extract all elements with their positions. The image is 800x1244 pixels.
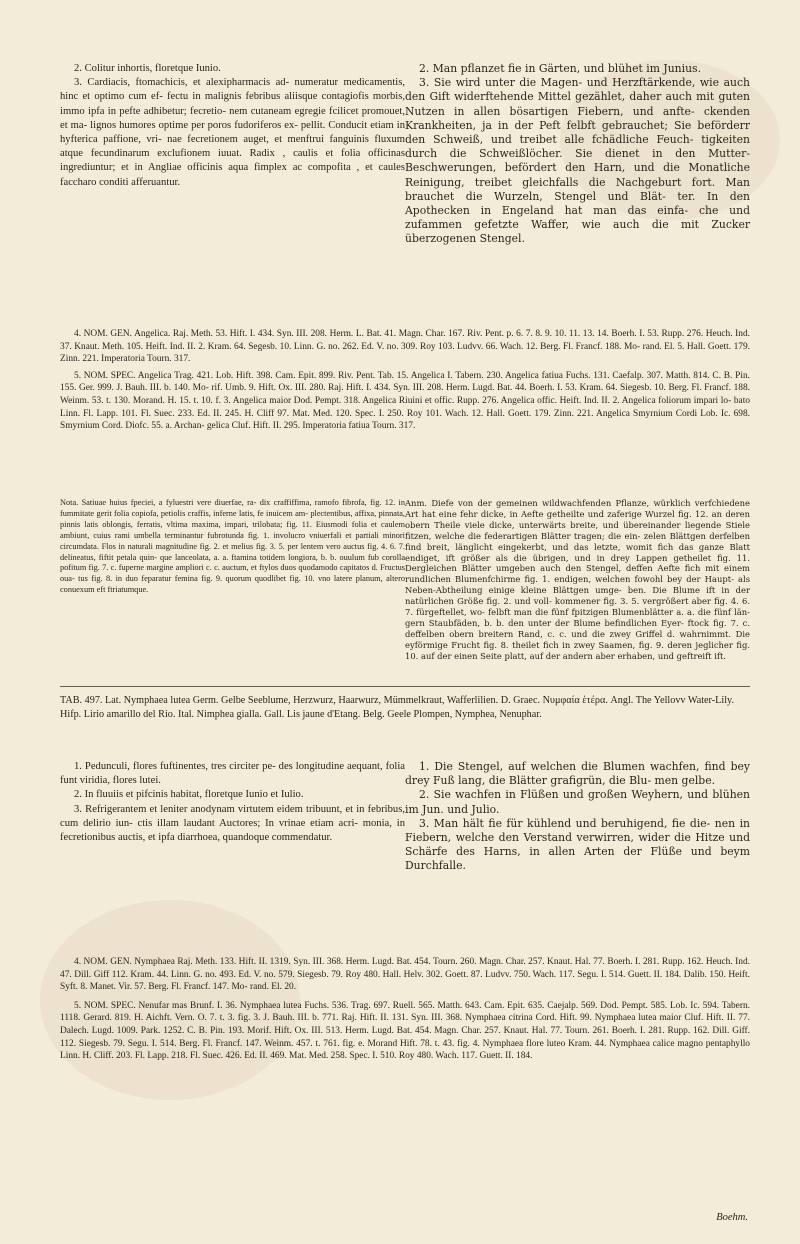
nom-sections-angelica	[60, 328, 750, 433]
latin-note: Nota. Satiuae huius fpeciei, a fyluestri vere diuerfae, ra- dix craffiffima, ramofo fibrofa, fig. 12. in fummitate gerit folia copiofa, petiolis craffis, inferne latis, fe inuicem am- plectentibus, affixa, pinnata, pinnis latis oblongis, ferratis, vltima maxima, impari, trilobata; fig. 11. Eiusmodi folia et caulem ambiunt, cuius rami umbella terminantur fubrotunda fig. 1. involucro vniuerfali et partiali minori circumdata. Flos in naturali magnitudine fig. 2. et melius fig. 3. 5. per lentem vero auctus fig. 4. 6. 7. delineatus, fiftit petala quin- que lanceolata, a. a. ftamina totidem longiora, b. b. ouulum fub corolla pofitum fig. 7. c. fuperne margine ampliori c. c. auctum, et ftylos duos quodamodo capitatos d. Fructus oua- tus fig. 8. in duo feparatur femina fig. 9. quorum quodlibet fig. 10. vno latere planum, altero conuexum eft ftriatumque.	[60, 498, 405, 595]
plant-names: TAB. 497. Lat. Nymphaea lutea Germ. Gelbe Seeblume, Herzwurz, Haarwurz, Mümmelkraut, Wafferlilien. D. Graec. Νυμφαία ἑτέρα. Angl. The Yellovv Water-Lily. Hifp. Lirio amarillo del Rio. Ital. Nimphea gialla. Gall. Lis jaune d'Etang. Belg. Geele Plompen, Nymphea, Nenuphar.	[60, 695, 735, 720]
german-paragraph: 2. Sie wachfen in Flüßen und großen Weyhern, und blühen im Jun. und Julio.	[405, 788, 750, 816]
german-paragraph: 3. Man hält fie für kühlend und beruhigend, fie die- nen in Fiebern, welche den Verstand verwirren, wider die Hitze und Schärfe des Harns, in allen Arten der Flüße und beym Durchfalle.	[405, 816, 750, 873]
latin-paragraph: 2. Colitur inhortis, floretque Iunio.	[74, 63, 221, 74]
section-divider	[60, 686, 750, 687]
latin-paragraph: 1. Pedunculi, flores fuftinentes, tres circiter pe- des longitudine aequant, folia funt viridia, flores lutei.	[60, 761, 405, 787]
nom-spec-paragraph: 5. NOM. SPEC. Nenufar mas Brunf. I. 36. Nymphaea lutea Fuchs. 536. Trag. 697. Ruell. 565. Matth. 643. Cam. Epit. 635. Caejalp. 569. Dod. Pempt. 585. Lob. Ic. 594. Tabern. 1118. Gerard. 819. H. Aichft. Vern. O. 7. t. 3. fig. 3. J. Bauh. III. b. 771. Raj. Hift. II. 131. Syn. III. 368. Nymphaea citrina Cord. Hift. 99. Nymphaea lutea maior Cluf. Hift. II. 77. Dalech. Lugd. 1009. Park. 1252. C. B. Pin. 193. Morif. Hift. Ox. III. 513. Herm. Lugd. Bat. 454. Magn. Char. 257. Knaut. Hal. 77. Tourn. 261. Boerh. I. 281. Rupp. 162. Dill. Giff. 112. Siegesb. 79. Segu. I. 514. Berg. Fl. Francf. 147. Weinm. 457. t. 761. fig. e. Morand Hift. 78. t. 43. fig. 4. Nymphaea flore luteo Kram. 44. Nymphaea calice magno pentaphyllo Linn. H. Cliff. 203. Fl. Lapp. 218. Fl. Suec. 426. Ed. II. 469. Mat. Med. 258. Spec. I. 510. Roy 480. Wach. 117. Guett. II. 184.	[60, 1000, 750, 1062]
nom-gen-paragraph: 4. NOM. GEN. Angelica. Raj. Meth. 53. Hift. I. 434. Syn. III. 208. Herm. L. Bat. 41. Magn. Char. 167. Riv. Pent. p. 6. 7. 8. 9. 10. 11. 13. 14. Boerh. I. 53. Rupp. 276. Heuch. Ind. 37. Knaut. Meth. 105. Heift. Ind. II. 2. Kram. 64. Segesb. 10. Linn. G. no. 262. Ed. V. no. 309. Roy 103. Ludvv. 66. Wach. 12. Berg. Fl. Francf. 188. Mo- rand. El. 5. Hall. Goett. 179. Zinn. 221. Imperatoria Tourn. 317.	[60, 329, 750, 365]
nom-gen-paragraph: 4. NOM. GEN. Nymphaea Raj. Meth. 133. Hift. II. 1319. Syn. III. 368. Herm. Lugd. Bat. 454. Tourn. 260. Magn. Char. 257. Knaut. Hal. 77. Boerh. I. 281. Rupp. 162. Heuch. Ind. 47. Dill. Giff 112. Kram. 44. Linn. G. no. 493. Ed. V. no. 579. Siegesb. 79. Roy 480. Hall. Helv. 302. Goett. 87. Ludvv. 750. Wach. 117. Segu. I. 514. Guett. II. 184. Dalib. 150. Heift. Syft. 8. Manet. Vir. 57. Berg. Fl. Francf. 147. Mo- rand. El. 20.	[60, 957, 750, 993]
catchword: Boehm.	[716, 1212, 748, 1223]
german-note: Anm. Diefe von der gemeinen wildwachfenden Pflanze, würklich verfchiedene Art hat eine fehr dicke, in Aefte getheilte und zaferige Wurzel fig. 12. an deren obern Theile viele dicke, unterwärts breite, und übereinander liegende Stiele fitzen, welche die federartigen Blätter tragen; die ein- zelen Blättgen derfelben find breit, länglicht eingekerbt, und das letzte, womit fich das ganze Blatt endiget, ift größer als die übrigen, und in drey Lappen getheilet fig. 11. Dergleichen Blätter umgeben auch den Stengel, deffen Aefte fich mit einem rundlichen Blumenfchirme fig. 1. endigen, welchen fowohl bey der Haupt- als Neben-Abtheilung einige kleine Blättgen umge- ben. Die Blume ift in der natürlichen Größe fig. 2. und voll- kommener fig. 3. 5. vergrößert aber fig. 4. 6. 7. fürgeftellet, wo- felbft man die fünf fpitzigen Blumenblätter a. a. die fünf län- gern Staubfäden, b. b. den unter der Blume befindlichen Eyer- ftock fig. 7. c. deffelben obern breitern Rand, c. c. und die zwey Griffel d. wahrnimmt. Die eyförmige Frucht fig. 8. theilet fich in zwey Saamen, fig. 9. deren jeglicher fig. 10. auf der einen Seite platt, auf der andern aber erhaben, und geftreift ift.	[405, 498, 750, 661]
latin-paragraph: 3. Cardiacis, ftomachicis, et alexipharmacis ad- numeratur medicamentis, hinc et optimo cum ef- fectu in malignis febribus aliisque contagiofis morbis, immo ipfa in pefte adhibetur; fecretio- nem cutaneam egregie fcilicet promouet, et ma- lignos humores optime per poros fudoriferos ex- pellit. Conducit etiam in hyfterica paffione, vri- nae fecretionem auget, et menftrui fanguinis fluxum atque fecundinarum exclufionem iuuat. Radix , caulis et folia officinas ingrediuntur; et in Angliae officinis aqua fimplex ac compofita , et caules faccharo conditi afferuantur.	[60, 77, 405, 188]
latin-column	[60, 760, 405, 874]
notes-section	[60, 498, 750, 662]
tab-heading	[60, 694, 750, 721]
german-paragraph: 1. Die Stengel, auf welchen die Blumen wachfen, find bey drey Fuß lang, die Blätter grafigrün, die Blu- men gelbe.	[405, 760, 750, 788]
german-column	[405, 760, 750, 874]
latin-paragraph: 3. Refrigerantem et leniter anodynam virtutem eidem tribuunt, et in febribus, cum delirio iun- ctis illam laudant Auctores; In vrinae etiam acri- monia, in fecretionibus auctis, et ipfa diarrhoea, quandoque commendatur.	[60, 803, 405, 844]
german-paragraph: 2. Man pflanzet fie in Gärten, und blühet im Junius.	[419, 62, 702, 75]
latin-paragraph: 2. In fluuiis et pifcinis habitat, floretque Iunio et Iulio.	[74, 789, 304, 801]
nom-sections-nymphaea	[60, 956, 750, 1063]
tab-section	[60, 760, 750, 874]
german-paragraph: 3. Sie wird unter die Magen- und Herzftärkende, wie auch den Gift widerftehende Mittel gezählet, daher auch mit guten Nutzen in allen bösartigen Fiebern, und anfte- ckenden Krankheiten, ja in der Peft felbft gebrauchet; Sie beförderr den Schweiß, und treibet alle fchädliche Feuch- tigkeiten durch die Schweißlöcher. Sie dienet in den Mutter-Beschwerungen, befördert den Harn, und die Monatliche Reinigung, treibet gleichfalls die Nachgeburt fort. Man brauchet die Wurzeln, Stengel und Blät- ter. In den Apothecken in Engeland hat man das einfa- che und zufammen gefetzte Waffer, wie auch die mit Zucker überzogenen Stengel.	[405, 76, 750, 246]
nom-spec-paragraph: 5. NOM. SPEC. Angelica Trag. 421. Lob. Hift. 398. Cam. Epit. 899. Riv. Pent. Tab. 15. Angelica I. Tabern. 230. Angelica fatiua Fuchs. 131. Caefalp. 307. Matth. 814. C. B. Pin. 155. Ger. 999. J. Bauh. III. b. 140. Mo- rif. Umb. 9. Hift. Ox. III. 280. Raj. Hift. I. 434. Syn. III. 208. Herm. Lugd. Bat. 44. Boerh. I. 53. Kram. 64. Siegesb. 10. Berg. Fl. Francf. 188. Weinm. 53. t. 130. Morand. H. 15. t. 10. f. 3. Angelica maior Dod. Pempt. 318. Angelica Riuini et offic. Rupp. 276. Angelica offic. Heift. Ind. II. 2. Angelica foliorum impari lo- bato Linn. Fl. Lapp. 101. Fl. Suec. 233. Ed. II. 245. H. Cliff 97. Mat. Med. 120. Spec. I. 250. Roy 101. Wach. 12. Hall. Goett. 179. Zinn. 221. Angelica Smyrnium Cordi Lob. Ic. 698. Smyrnium Cord. Diofc. 55. a. Archan- gelica Cluf. Hift. II. 295. Imperatoria fatiua Tourn. 317.	[60, 370, 750, 432]
german-column	[405, 62, 750, 247]
latin-column	[60, 62, 405, 247]
top-section	[60, 62, 750, 247]
